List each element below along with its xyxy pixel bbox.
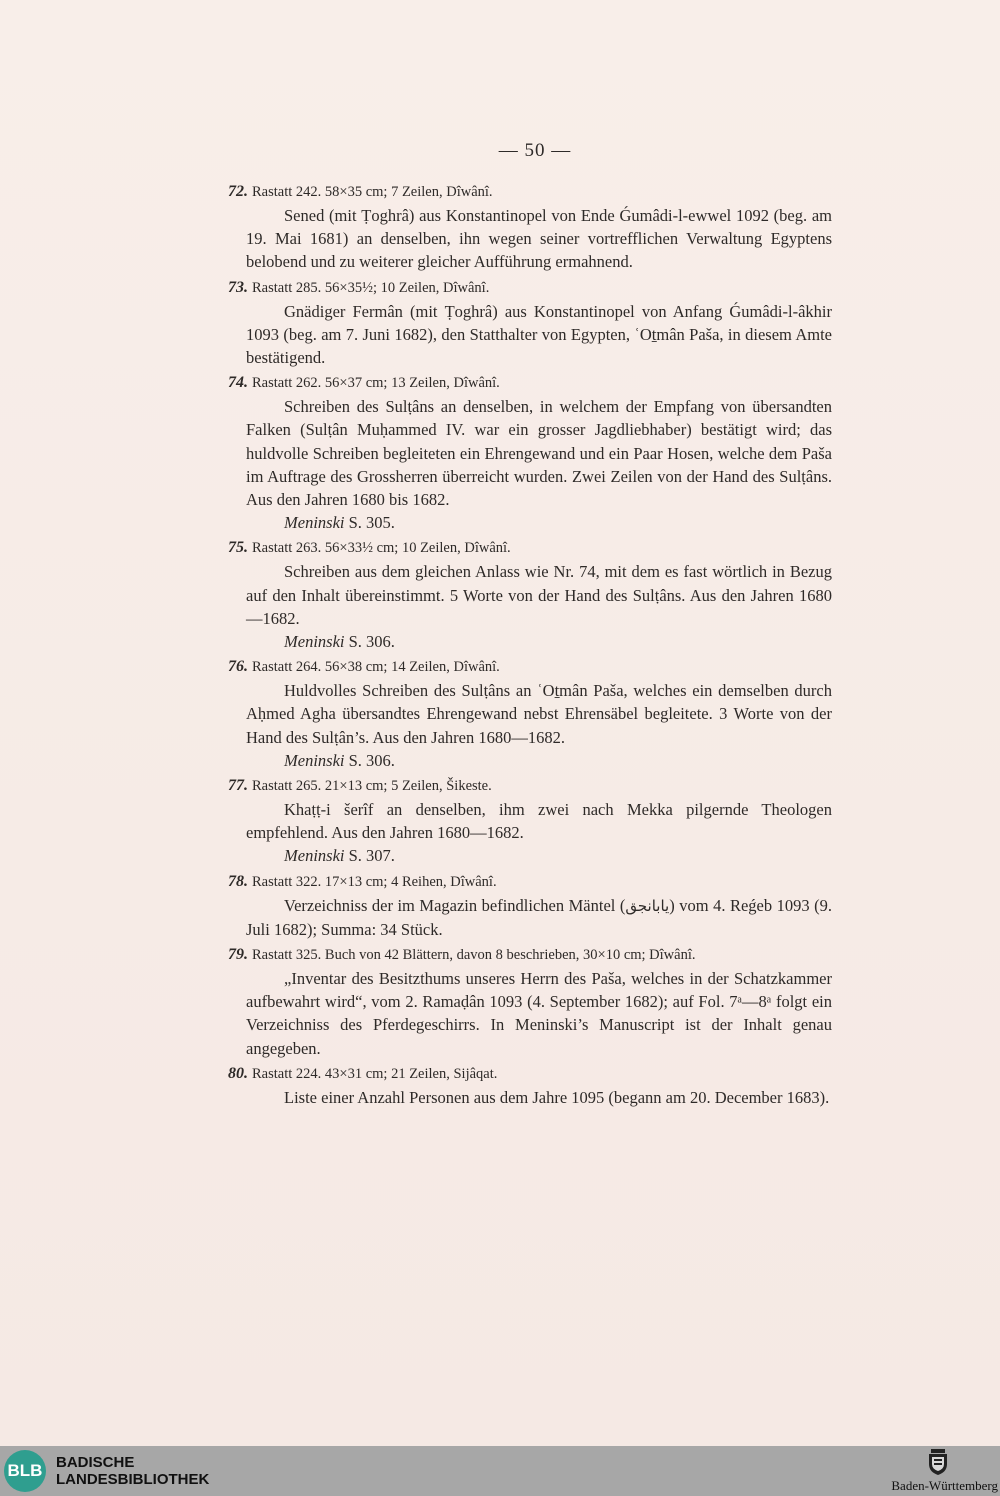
reference-page: S. 306. xyxy=(348,750,395,770)
page-number: — 50 — xyxy=(498,140,572,161)
entry-description: Verzeichniss der im Magazin befindlichen Mäntel (يابانجق) vom 4. Reǵeb 1093 (9. Juli 1682); Summa: 34 Stück. xyxy=(246,895,832,939)
entry-description: Huldvolles Schreiben des Sulṭâns an ʿOṯmân Paša, welches ein demselben durch Aḥmed Agha übersandtes Ehrengewand nebst Ehrensäbel begleitete. 3 Worte von der Hand des Sulṭân’s. Aus den Jahren 1680—1682. xyxy=(246,681,832,747)
reference xyxy=(284,511,832,534)
entry-74 xyxy=(228,371,832,534)
library-name-line2: LANDESBIBLIOTHEK xyxy=(56,1471,210,1488)
reference-author: Meninski xyxy=(284,846,345,866)
entry-number: 80. xyxy=(228,1064,248,1082)
reference-page: S. 305. xyxy=(348,513,395,533)
entry-80 xyxy=(228,1062,832,1109)
entry-heading: Rastatt 264. 56×38 cm; 14 Zeilen, Dîwânî. xyxy=(252,659,500,676)
entry-72 xyxy=(228,180,832,274)
arabic-term: يابانجق xyxy=(625,896,670,915)
reference xyxy=(284,749,832,772)
entry-number: 76. xyxy=(228,658,248,676)
entry-76 xyxy=(228,655,832,772)
reference-author: Meninski xyxy=(284,750,345,770)
reference-author: Meninski xyxy=(284,632,345,652)
state-label[interactable]: Baden-Württemberg xyxy=(891,1478,998,1493)
entry-number: 72. xyxy=(228,183,248,200)
reference-page: S. 306. xyxy=(348,632,395,652)
entry-78 xyxy=(228,870,832,941)
entry-description: „Inventar des Besitzthums unseres Herrn des Paša, welches in der Schatzkammer aufbewahrt wird“, vom 2. Ramaḍân 1093 (4. September 1682); auf Fol. 7ᵃ—8ᵃ folgt ein Verzeichniss des Pferdegeschirrs. In Meninski’s Manuscript ist der Inhalt genau angegeben. xyxy=(246,969,832,1058)
entry-description: Khaṭṭ-i šerîf an denselben, ihm zwei nach Mekka pilgernde Theologen empfehlend. Aus den Jahren 1680—1682. xyxy=(246,800,832,843)
entry-heading: Rastatt 325. Buch von 42 Blättern, davon 8 beschrieben, 30×10 cm; Dîwânî. xyxy=(252,947,696,964)
entry-number: 74. xyxy=(228,374,248,392)
entry-number: 73. xyxy=(228,278,248,296)
entry-77 xyxy=(228,774,832,868)
entry-description: Liste einer Anzahl Personen aus dem Jahre 1095 (begann am 20. December 1683). xyxy=(284,1087,830,1107)
entry-number: 78. xyxy=(228,872,248,890)
entry-79 xyxy=(228,943,832,1060)
entry-heading: Rastatt 242. 58×35 cm; 7 Zeilen, Dîwânî. xyxy=(252,184,493,200)
entry-73 xyxy=(228,276,832,370)
entry-heading: Rastatt 265. 21×13 cm; 5 Zeilen, Šikeste. xyxy=(252,778,492,795)
reference xyxy=(284,630,832,653)
entry-description: Schreiben aus dem gleichen Anlass wie Nr. 74, mit dem es fast wörtlich in Bezug auf den Inhalt übereinstimmt. 5 Worte von der Hand des Sulṭâns. Aus den Jahren 1680—1682. xyxy=(246,562,832,628)
reference xyxy=(284,844,832,867)
entry-number: 79. xyxy=(228,946,248,964)
entry-description: Gnädiger Fermân (mit Ṭoghrâ) aus Konstantinopel von Anfang Ǵumâdi-l-âkhir 1093 (beg. am 7. Juni 1682), den Statthalter von Egypten, ʿOṯmân Paša, in diesem Amte bestätigend. xyxy=(246,301,832,368)
blb-logo[interactable]: BLB xyxy=(4,1450,46,1492)
entry-heading: Rastatt 322. 17×13 cm; 4 Reihen, Dîwânî. xyxy=(252,873,497,890)
entry-heading: Rastatt 262. 56×37 cm; 13 Zeilen, Dîwânî. xyxy=(252,375,500,392)
entry-heading: Rastatt 224. 43×31 cm; 21 Zeilen, Sijâqat. xyxy=(252,1065,498,1082)
library-name[interactable] xyxy=(56,1454,209,1488)
coat-of-arms-icon xyxy=(927,1449,949,1475)
library-name-line1: BADISCHE xyxy=(56,1454,135,1471)
reference-page: S. 307. xyxy=(348,846,395,866)
entry-description: Schreiben des Sulṭâns an denselben, in welchem der Empfang von übersandten Falken (Sulṭân Muḥammed IV. war ein grosser Jagdliebhaber) bestätigt wird; das huldvolle Schreiben begleiteten ein Ehrengewand und ein Paar Hosen, welche dem Paša im Auftrage des Grossherren überreicht wurden. Zwei Zeilen von der Hand des Sulṭâns. Aus den Jahren 1680 bis 1682. xyxy=(246,397,832,510)
footer-bar xyxy=(0,1446,1000,1496)
entry-list xyxy=(228,180,832,1111)
entry-75 xyxy=(228,536,832,653)
entry-heading: Rastatt 263. 56×33½ cm; 10 Zeilen, Dîwânî. xyxy=(252,540,511,557)
reference-author: Meninski xyxy=(284,513,345,533)
entry-heading: Rastatt 285. 56×35½; 10 Zeilen, Dîwânî. xyxy=(252,279,490,296)
entry-number: 75. xyxy=(228,539,248,557)
entry-description: Sened (mit Ṭoghrâ) aus Konstantinopel von Ende Ǵumâdi-l-ewwel 1092 (beg. am 19. Mai 1681) an denselben, ihn wegen seiner vortrefflichen Verwaltung Egyptens belobend und zu weiterer gleicher Aufführung ermahnend. xyxy=(246,206,832,272)
entry-number: 77. xyxy=(228,777,248,795)
